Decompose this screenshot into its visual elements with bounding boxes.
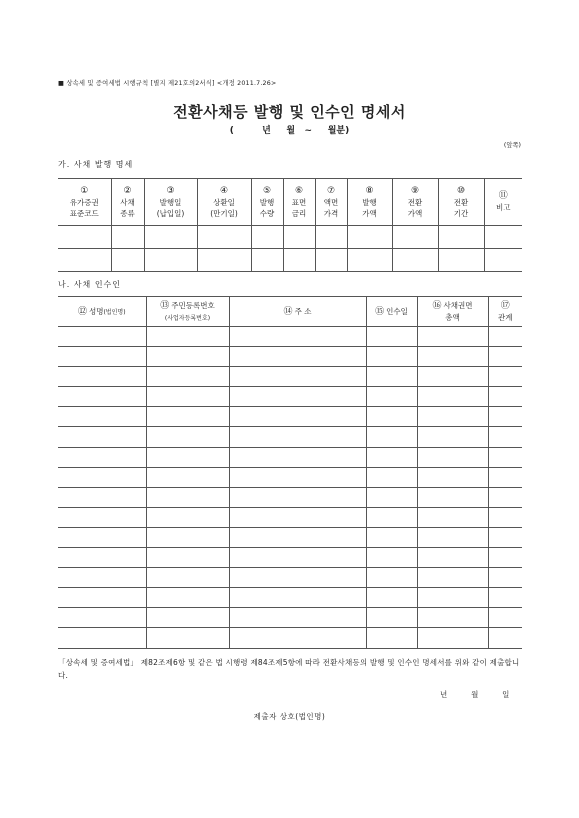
table-row: [58, 527, 522, 547]
input-cell[interactable]: [366, 608, 417, 628]
input-cell[interactable]: [392, 249, 438, 272]
input-cell[interactable]: [417, 467, 488, 487]
input-cell[interactable]: [229, 407, 366, 427]
input-cell[interactable]: [229, 548, 366, 568]
table-row: [58, 467, 522, 487]
column-header: ⑨ 전환 가액: [392, 179, 438, 226]
input-cell[interactable]: [488, 568, 522, 588]
input-cell[interactable]: [488, 427, 522, 447]
input-cell[interactable]: [58, 568, 146, 588]
input-cell[interactable]: [366, 407, 417, 427]
input-cell[interactable]: [144, 226, 197, 249]
input-cell[interactable]: [58, 507, 146, 527]
table-row: [58, 568, 522, 588]
input-cell[interactable]: [146, 327, 229, 347]
input-cell[interactable]: [229, 628, 366, 648]
input-cell[interactable]: [229, 568, 366, 588]
input-cell[interactable]: [366, 527, 417, 547]
submission-statement: 「상속세 및 증여세법」 제82조제6항 및 같은 법 시행령 제84조제5항에 따라 전환사채등의 발행 및 인수인 명세서를 위와 같이 제출합니다.: [58, 658, 520, 680]
column-header: ① 유가증권 표준코드: [58, 179, 111, 226]
table-row: [58, 347, 522, 367]
input-cell[interactable]: [484, 226, 522, 249]
form-title: 전환사채등 발행 및 인수인 명세서: [173, 103, 406, 121]
input-cell[interactable]: [251, 249, 283, 272]
form-period: ( 년 월 ~ 월분): [229, 126, 350, 136]
column-header: ⑦ 액면 가격: [315, 179, 347, 226]
input-cell[interactable]: [347, 249, 392, 272]
table-row: [58, 367, 522, 387]
form-regulation-header: [58, 78, 276, 87]
input-cell[interactable]: [146, 407, 229, 427]
column-header: ⑩ 전환 기간: [438, 179, 484, 226]
input-cell[interactable]: [58, 387, 146, 407]
input-cell[interactable]: [58, 467, 146, 487]
input-cell[interactable]: [417, 588, 488, 608]
input-cell[interactable]: [417, 608, 488, 628]
bond-holder-table: [58, 296, 522, 649]
input-cell[interactable]: [392, 226, 438, 249]
table-row: [58, 487, 522, 507]
input-cell[interactable]: [197, 249, 251, 272]
input-cell[interactable]: [366, 467, 417, 487]
input-cell[interactable]: [58, 226, 111, 249]
input-cell[interactable]: [58, 447, 146, 467]
input-cell[interactable]: [366, 427, 417, 447]
column-header: ⑤ 발행 수량: [251, 179, 283, 226]
input-cell[interactable]: [417, 628, 488, 648]
input-cell[interactable]: [417, 367, 488, 387]
input-cell[interactable]: [488, 588, 522, 608]
input-cell[interactable]: [488, 467, 522, 487]
input-cell[interactable]: [58, 347, 146, 367]
regulation-reference: 상속세 및 증여세법 시행규칙 [별지 제21호의2서식] <개정 2011.7.26>: [66, 80, 277, 87]
input-cell[interactable]: [488, 608, 522, 628]
submission-date: 년 월 일: [440, 690, 510, 699]
input-cell[interactable]: [58, 527, 146, 547]
input-cell[interactable]: [58, 327, 146, 347]
square-bullet-icon: ■: [58, 80, 65, 87]
input-cell[interactable]: [438, 226, 484, 249]
input-cell[interactable]: [229, 608, 366, 628]
column-header: ② 사채 종류: [111, 179, 144, 226]
column-header: ⑫ 성명(법인명): [58, 297, 146, 327]
input-cell[interactable]: [417, 447, 488, 467]
table-row: [58, 447, 522, 467]
input-cell[interactable]: [146, 548, 229, 568]
input-cell[interactable]: [146, 628, 229, 648]
input-cell[interactable]: [229, 347, 366, 367]
input-cell[interactable]: [58, 249, 111, 272]
input-cell[interactable]: [146, 427, 229, 447]
input-cell[interactable]: [417, 327, 488, 347]
column-header: ⑰ 관계: [488, 297, 522, 327]
input-cell[interactable]: [366, 588, 417, 608]
input-cell[interactable]: [366, 487, 417, 507]
table-row: [58, 249, 522, 272]
input-cell[interactable]: [144, 249, 197, 272]
input-cell[interactable]: [488, 548, 522, 568]
input-cell[interactable]: [58, 487, 146, 507]
input-cell[interactable]: [146, 447, 229, 467]
input-cell[interactable]: [58, 427, 146, 447]
input-cell[interactable]: [229, 467, 366, 487]
column-header: ⑮ 인수일: [366, 297, 417, 327]
column-header: ⑪ 비고: [484, 179, 522, 226]
table-row: [58, 548, 522, 568]
input-cell[interactable]: [488, 447, 522, 467]
submitter-signature-line: 제출자 상호(법인명): [253, 712, 326, 721]
input-cell[interactable]: [366, 367, 417, 387]
input-cell[interactable]: [146, 608, 229, 628]
input-cell[interactable]: [146, 367, 229, 387]
input-cell[interactable]: [484, 249, 522, 272]
bond-issue-header-row: [58, 179, 522, 226]
input-cell[interactable]: [438, 249, 484, 272]
input-cell[interactable]: [366, 327, 417, 347]
input-cell[interactable]: [417, 387, 488, 407]
column-header: ③ 발행일 (납입일): [144, 179, 197, 226]
input-cell[interactable]: [366, 548, 417, 568]
input-cell[interactable]: [417, 548, 488, 568]
table-row: [58, 387, 522, 407]
input-cell[interactable]: [417, 568, 488, 588]
column-header: ⑬ 주민등록번호 (사업자등록번호): [146, 297, 229, 327]
input-cell[interactable]: [366, 507, 417, 527]
input-cell[interactable]: [111, 226, 144, 249]
input-cell[interactable]: [251, 226, 283, 249]
input-cell[interactable]: [229, 427, 366, 447]
input-cell[interactable]: [58, 628, 146, 648]
column-header: ⑯ 사채권면 총액: [417, 297, 488, 327]
input-cell[interactable]: [283, 249, 315, 272]
input-cell[interactable]: [347, 226, 392, 249]
column-header: ⑧ 발행 가액: [347, 179, 392, 226]
input-cell[interactable]: [229, 487, 366, 507]
column-header: ⑭ 주 소: [229, 297, 366, 327]
input-cell[interactable]: [58, 367, 146, 387]
input-cell[interactable]: [58, 608, 146, 628]
column-header: ④ 상환일 (만기일): [197, 179, 251, 226]
table-row: [58, 588, 522, 608]
input-cell[interactable]: [315, 226, 347, 249]
input-cell[interactable]: [58, 407, 146, 427]
input-cell[interactable]: [488, 387, 522, 407]
input-cell[interactable]: [229, 327, 366, 347]
input-cell[interactable]: [146, 507, 229, 527]
input-cell[interactable]: [229, 507, 366, 527]
input-cell[interactable]: [488, 507, 522, 527]
input-cell[interactable]: [417, 527, 488, 547]
bond-holder-header-row: [58, 297, 522, 327]
input-cell[interactable]: [58, 588, 146, 608]
input-cell[interactable]: [488, 367, 522, 387]
input-cell[interactable]: [488, 527, 522, 547]
table-row: [58, 608, 522, 628]
input-cell[interactable]: [417, 347, 488, 367]
page-side-note: (앞쪽): [503, 142, 521, 149]
input-cell[interactable]: [283, 226, 315, 249]
input-cell[interactable]: [366, 347, 417, 367]
input-cell[interactable]: [488, 327, 522, 347]
input-cell[interactable]: [366, 568, 417, 588]
input-cell[interactable]: [146, 347, 229, 367]
input-cell[interactable]: [488, 487, 522, 507]
bond-issue-table: [58, 178, 522, 272]
input-cell[interactable]: [229, 588, 366, 608]
column-header: ⑥ 표면 금리: [283, 179, 315, 226]
input-cell[interactable]: [146, 467, 229, 487]
input-cell[interactable]: [146, 568, 229, 588]
table-row: [58, 407, 522, 427]
input-cell[interactable]: [229, 527, 366, 547]
input-cell[interactable]: [146, 387, 229, 407]
input-cell[interactable]: [417, 407, 488, 427]
input-cell[interactable]: [366, 628, 417, 648]
input-cell[interactable]: [197, 226, 251, 249]
section-b-title: 나. 사채 인수인: [58, 280, 121, 289]
input-cell[interactable]: [315, 249, 347, 272]
input-cell[interactable]: [417, 487, 488, 507]
input-cell[interactable]: [417, 507, 488, 527]
table-row: [58, 226, 522, 249]
input-cell[interactable]: [111, 249, 144, 272]
input-cell[interactable]: [488, 407, 522, 427]
table-row: [58, 327, 522, 347]
table-row: [58, 628, 522, 648]
input-cell[interactable]: [488, 347, 522, 367]
input-cell[interactable]: [146, 527, 229, 547]
input-cell[interactable]: [229, 387, 366, 407]
input-cell[interactable]: [229, 447, 366, 467]
input-cell[interactable]: [417, 427, 488, 447]
input-cell[interactable]: [146, 487, 229, 507]
section-a-title: 가. 사채 발행 명세: [58, 160, 134, 169]
table-row: [58, 427, 522, 447]
input-cell[interactable]: [366, 447, 417, 467]
table-row: [58, 507, 522, 527]
input-cell[interactable]: [366, 387, 417, 407]
input-cell[interactable]: [58, 548, 146, 568]
input-cell[interactable]: [229, 367, 366, 387]
input-cell[interactable]: [488, 628, 522, 648]
input-cell[interactable]: [146, 588, 229, 608]
